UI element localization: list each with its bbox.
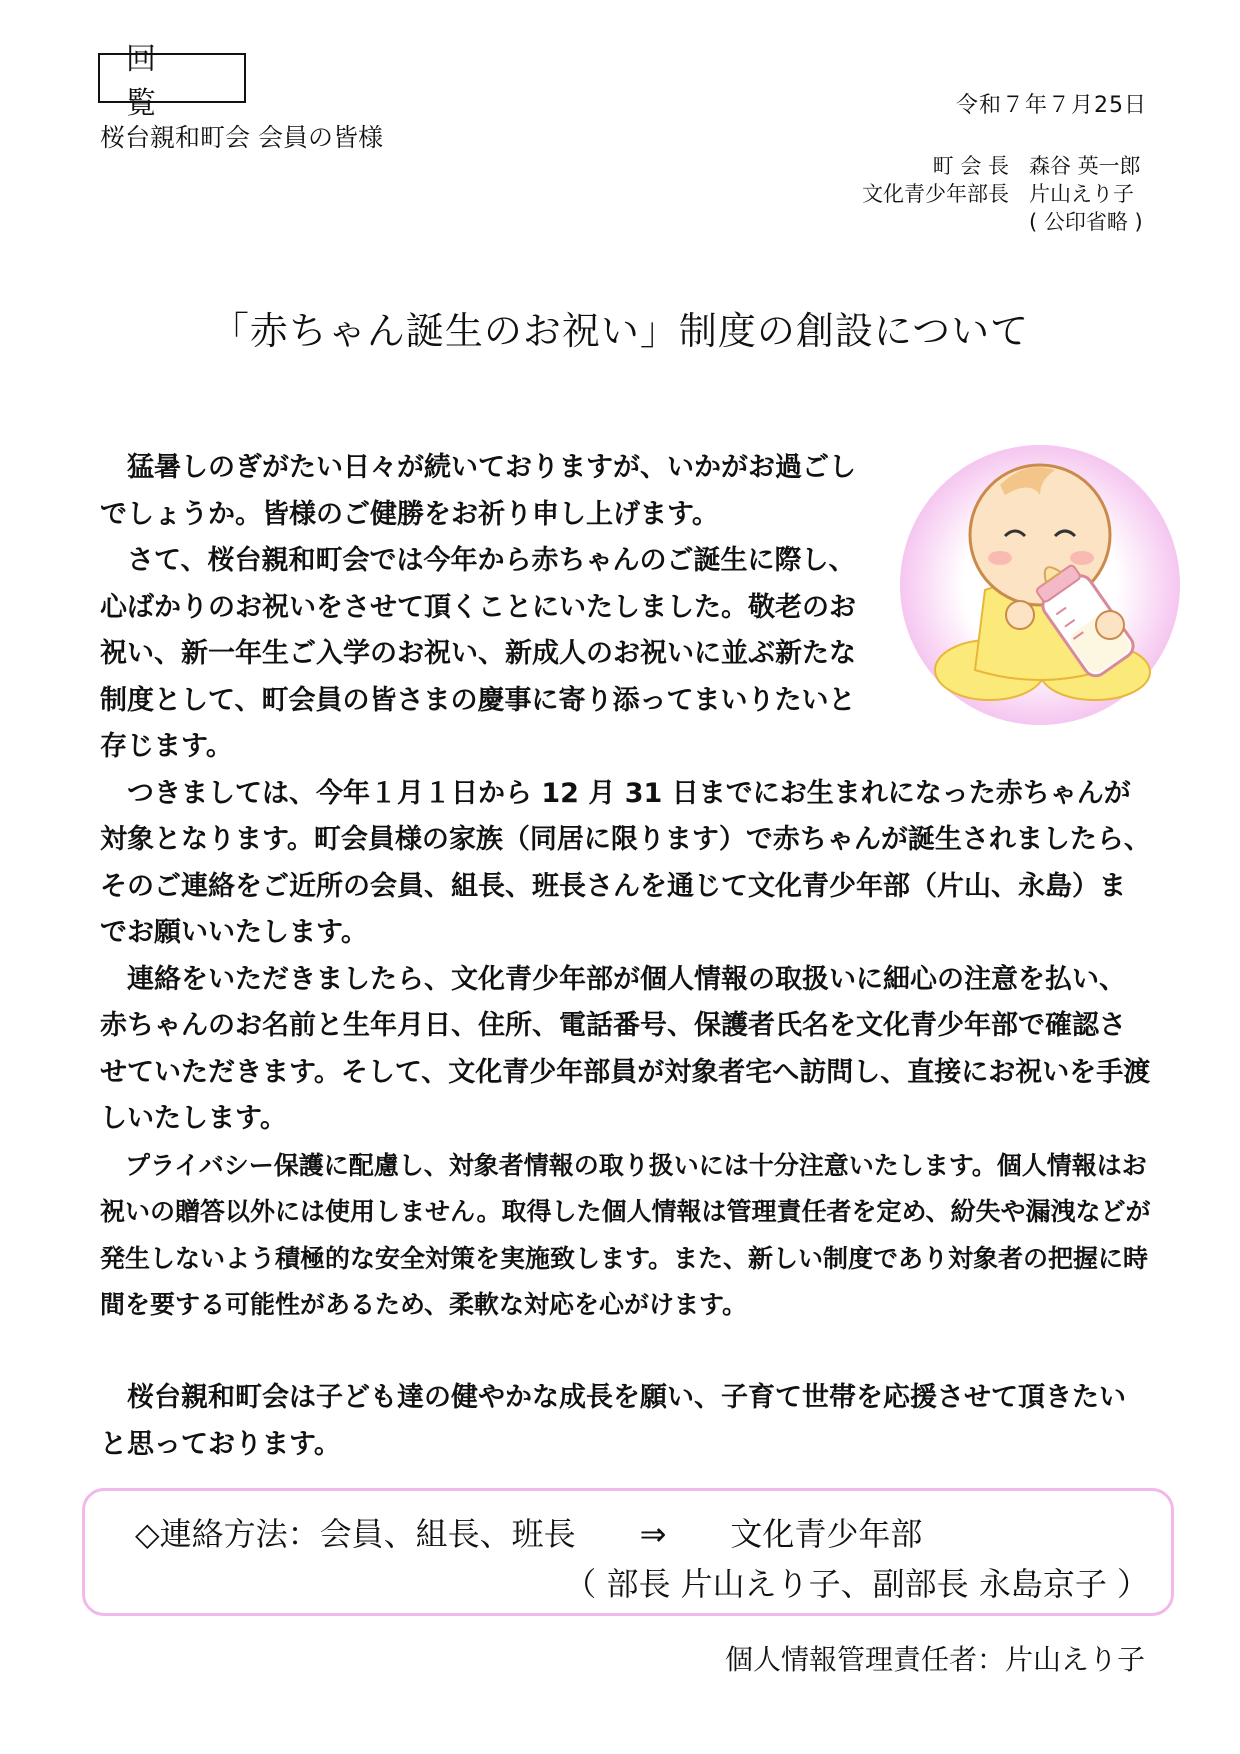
contact-method-box [82, 1488, 1174, 1616]
signer-role: 町 会 長 [932, 154, 1009, 178]
signer-row [862, 180, 1147, 208]
eligibility-paragraph: つきましては、今年１月１日から 12 月 31 日までにお生まれになった赤ちゃんが対象となります。町会員様の家族（同居に限ります）で赤ちゃんが誕生されましたら、そのご連絡をご近所の会員、組長、班長さんを通じて文化青少年部（片山、永島）までお願いいたします。 [100, 777, 1151, 948]
addressee: 桜台親和町会 会員の皆様 [100, 123, 383, 152]
notice-body [100, 445, 1152, 1468]
contact-persons: （ 部長 片山えり子、副部長 永島京子 ） [564, 1565, 1149, 1603]
signers-block [862, 152, 1147, 236]
closing-paragraph: 桜台親和町会は子ども達の健やかな成長を願い、子育て世帯を応援させて頂きたいと思っております。 [100, 1382, 1126, 1460]
circulation-label: 回 覧 [126, 42, 238, 121]
announcement-paragraph: さて、桜台親和町会では今年から赤ちゃんのご誕生に際し、心ばかりのお祝いをさせて頂くことにいたしました。敬老のお祝い、新一年生ご入学のお祝い、新成人のお祝いに並ぶ新たな制度として、町会員の皆さまの慶事に寄り添ってまいりたいと存じます。 [100, 545, 856, 762]
paragraph-spacer [100, 1329, 1152, 1376]
signer-name: 森谷 英一郎 [1029, 154, 1141, 178]
privacy-paragraph: プライバシー保護に配慮し、対象者情報の取り扱いには十分注意いたします。個人情報はお祝いの贈答以外には使用しません。取得した個人情報は管理責任者を定め、紛失や漏洩などが発生しないよう積極的な安全対策を実施致します。また、新しい制度であり対象者の把握に時間を要する可能性があるため、柔軟な対応を心がけます。 [100, 1150, 1151, 1319]
signer-row [862, 152, 1147, 180]
signer-name: 片山えり子 [1029, 182, 1134, 206]
contact-route: ◇連絡方法：会員、組長、班長 ⇒ 文化青少年部 [135, 1515, 923, 1553]
document-title: 「赤ちゃん誕生のお祝い」制度の創設について [210, 309, 1030, 353]
issue-date: 令和７年７月25日 [956, 93, 1147, 118]
seal-omitted-note: ( 公印省略 ) [1029, 210, 1143, 234]
greeting-paragraph: 猛暑しのぎがたい日々が続いておりますが、いかがお過ごしでしょうか。皆様のご健勝をお祈り申し上げます。 [100, 452, 856, 530]
circulation-stamp-box [98, 42, 246, 121]
privacy-manager: 個人情報管理責任者：片山えり子 [724, 1643, 1145, 1676]
signer-role: 文化青少年部長 [862, 182, 1009, 206]
seal-note-row [862, 208, 1147, 236]
procedure-paragraph: 連絡をいただきましたら、文化青少年部が個人情報の取扱いに細心の注意を払い、赤ちゃんのお名前と生年月日、住所、電話番号、保護者氏名を文化青少年部で確認させていただきます。そして、文化青少年部員が対象者宅へ訪問し、直接にお祝いを手渡しいたします。 [100, 963, 1151, 1134]
intro-column [100, 445, 870, 771]
